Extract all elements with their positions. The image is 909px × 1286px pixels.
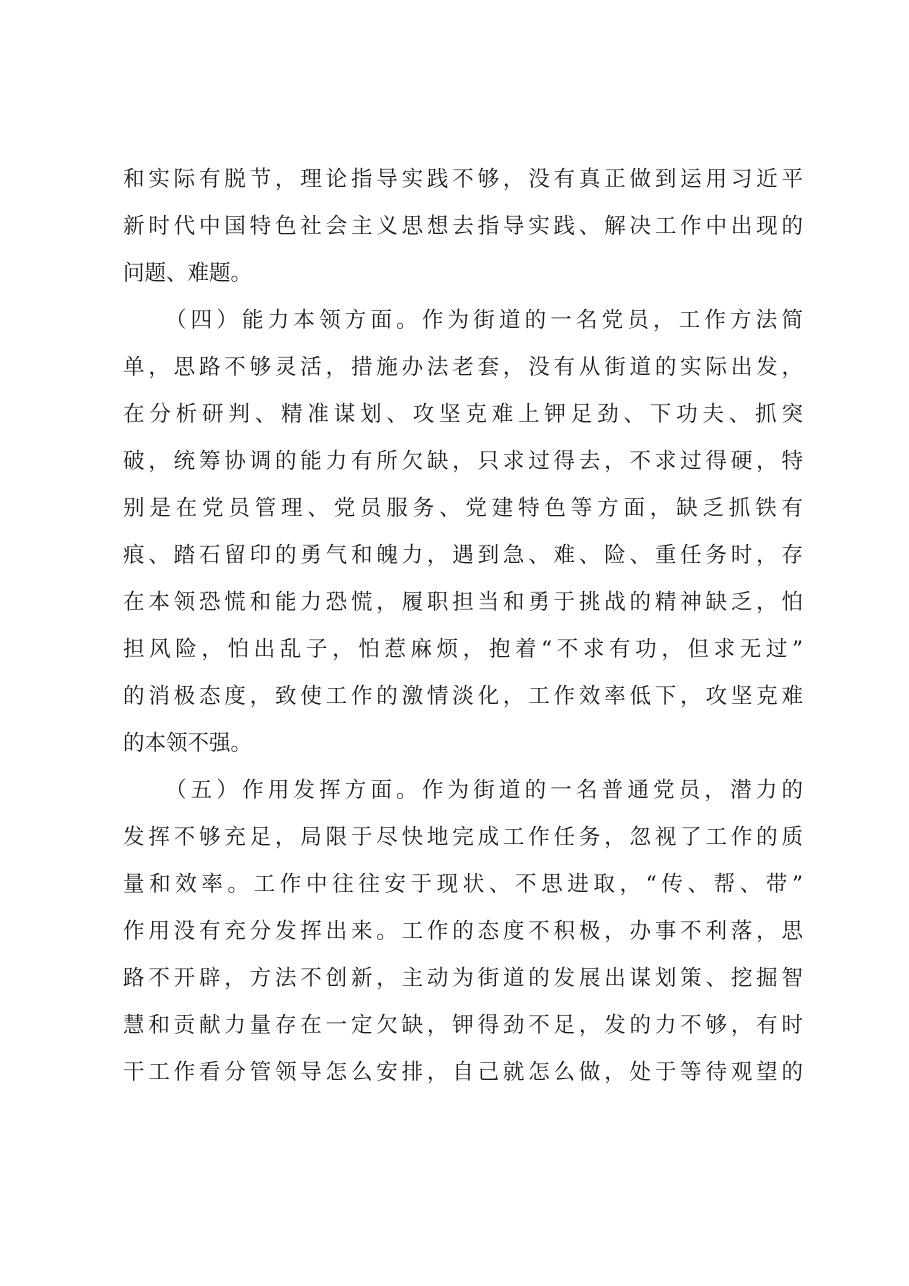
paragraph-line: 干工作看分管领导怎么安排，自己就怎么做，处于等待观望的 <box>123 1060 803 1085</box>
paragraph-line: 慧和贡献力量存在一定欠缺，钾得劲不足，发的力不够，有时 <box>123 1013 803 1038</box>
paragraph-line: 在分析研判、精准谋划、攻坚克难上钾足劲、下功夫、抓突 <box>123 402 803 427</box>
paragraph-line: 发挥不够充足，局限于尽快地完成工作任务，忽视了工作的质 <box>123 825 803 850</box>
paragraph-line: 担风险，怕出乱子，怕惹麻烦，抱着“不求有功，但求无过” <box>123 637 803 662</box>
paragraph-line: 和实际有脱节，理论指导实践不够，没有真正做到运用习近平 <box>123 167 803 192</box>
paragraph <box>123 767 803 1096</box>
paragraph-line: （五）作用发挥方面。作为街道的一名普通党员，潜力的 <box>165 778 803 803</box>
paragraph <box>123 156 803 297</box>
paragraph-line: 的消极态度，致使工作的激情淡化，工作效率低下，攻坚克难 <box>123 684 803 709</box>
paragraph-line: 破，统筹协调的能力有所欠缺，只求过得去，不求过得硬，特 <box>123 449 803 474</box>
paragraph-line: 路不开辟，方法不创新，主动为街道的发展出谋划策、挖掘智 <box>123 966 803 991</box>
paragraph-line: 作用没有充分发挥出来。工作的态度不积极，办事不利落，思 <box>123 919 803 944</box>
paragraph-line: 别是在党员管理、党员服务、党建特色等方面，缺乏抓铁有 <box>123 496 803 521</box>
paragraph <box>123 297 803 767</box>
paragraph-line: 痕、踏石留印的勇气和魄力，遇到急、难、险、重任务时，存 <box>123 543 803 568</box>
paragraph-line: 在本领恐慌和能力恐慌，履职担当和勇于挑战的精神缺乏，怕 <box>123 590 803 615</box>
paragraph-line: 单，思路不够灵活，措施办法老套，没有从街道的实际出发， <box>123 355 803 380</box>
paragraph-line: 问题、难题。 <box>123 261 253 286</box>
document-body <box>123 156 803 1096</box>
paragraph-line: （四）能力本领方面。作为街道的一名党员，工作方法简 <box>165 308 803 333</box>
paragraph-line: 的本领不强。 <box>123 731 253 756</box>
paragraph-line: 新时代中国特色社会主义思想去指导实践、解决工作中出现的 <box>123 214 803 239</box>
paragraph-line: 量和效率。工作中往往安于现状、不思进取，“传、帮、带” <box>123 872 803 897</box>
